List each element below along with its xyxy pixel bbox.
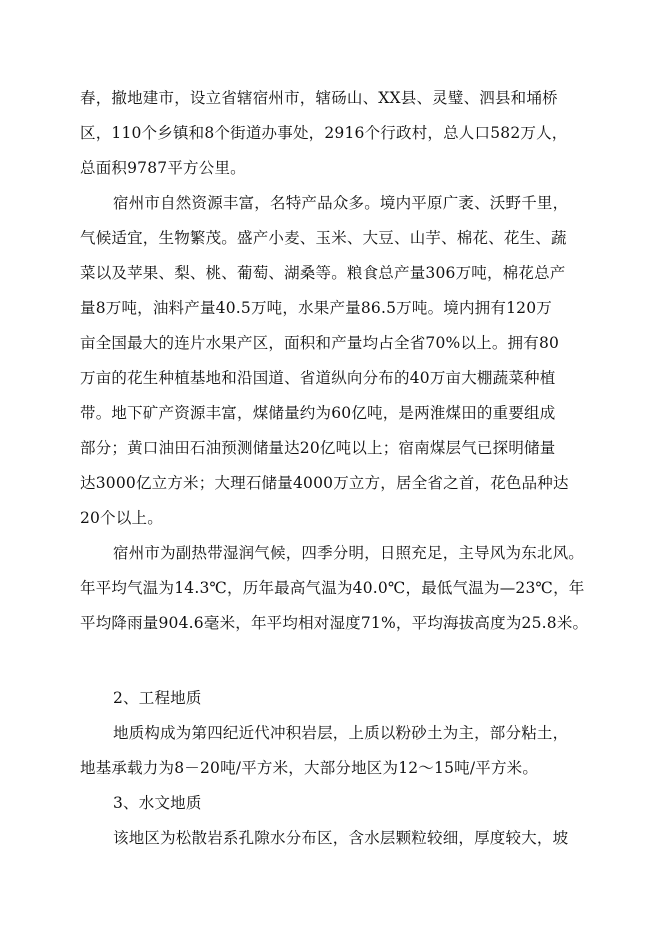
text-line: 总面积9787平方公里。 (80, 159, 246, 177)
text-line: 春，撤地建市，设立省辖宿州市，辖砀山、XX县、灵璧、泗县和埇桥 (80, 89, 558, 107)
text-line: 年平均气温为14.3℃，历年最高气温为40.0℃，最低气温为—23℃，年 (80, 579, 585, 597)
text-line: 地基承载力为8－20吨/平方米，大部分地区为12～15吨/平方米。 (80, 759, 539, 777)
text-line: 部分；黄口油田石油预测储量达20亿吨以上；宿南煤层气已探明储量 (80, 439, 556, 457)
text-line: 区，110个乡镇和8个街道办事处，2916个行政村，总人口582万人， (80, 124, 568, 142)
text-line: 达3000亿立方米；大理石储量4000万立方，居全省之首，花色品种达 (80, 474, 569, 492)
text-line: 量8万吨，油料产量40.5万吨，水果产量86.5万吨。境内拥有120万 (80, 299, 552, 317)
text-line: 亩全国最大的连片水果产区，面积和产量均占全省70%以上。拥有80 (80, 334, 560, 352)
paragraph-start-line: 地质构成为第四纪近代冲积岩层，上质以粉砂土为主，部分粘土， (113, 724, 569, 742)
section-heading-engineering-geology: 2、工程地质 (113, 689, 202, 707)
paragraph-start-line: 宿州市为副热带湿润气候，四季分明，日照充足，主导风为东北风。 (113, 544, 585, 562)
paragraph-start-line: 宿州市自然资源丰富，名特产品众多。境内平原广袤、沃野千里， (113, 194, 569, 212)
text-line: 带。地下矿产资源丰富，煤储量约为60亿吨，是两淮煤田的重要组成 (80, 404, 556, 422)
text-line: 平均降雨量904.6毫米，年平均相对湿度71%，平均海拔高度为25.8米。 (80, 614, 589, 632)
text-line: 20个以上。 (80, 509, 163, 527)
section-heading-hydrogeology: 3、水文地质 (113, 794, 202, 812)
text-line: 菜以及苹果、梨、桃、葡萄、湖桑等。粮食总产量306万吨，棉花总产 (80, 264, 566, 282)
text-line: 万亩的花生种植基地和沿国道、省道纵向分布的40万亩大棚蔬菜种植 (80, 369, 556, 387)
text-line: 气候适宜，生物繁茂。盛产小麦、玉米、大豆、山芋、棉花、花生、蔬 (80, 229, 567, 247)
paragraph-start-line: 该地区为松散岩系孔隙水分布区，含水层颗粒较细，厚度较大，坡 (113, 829, 569, 847)
